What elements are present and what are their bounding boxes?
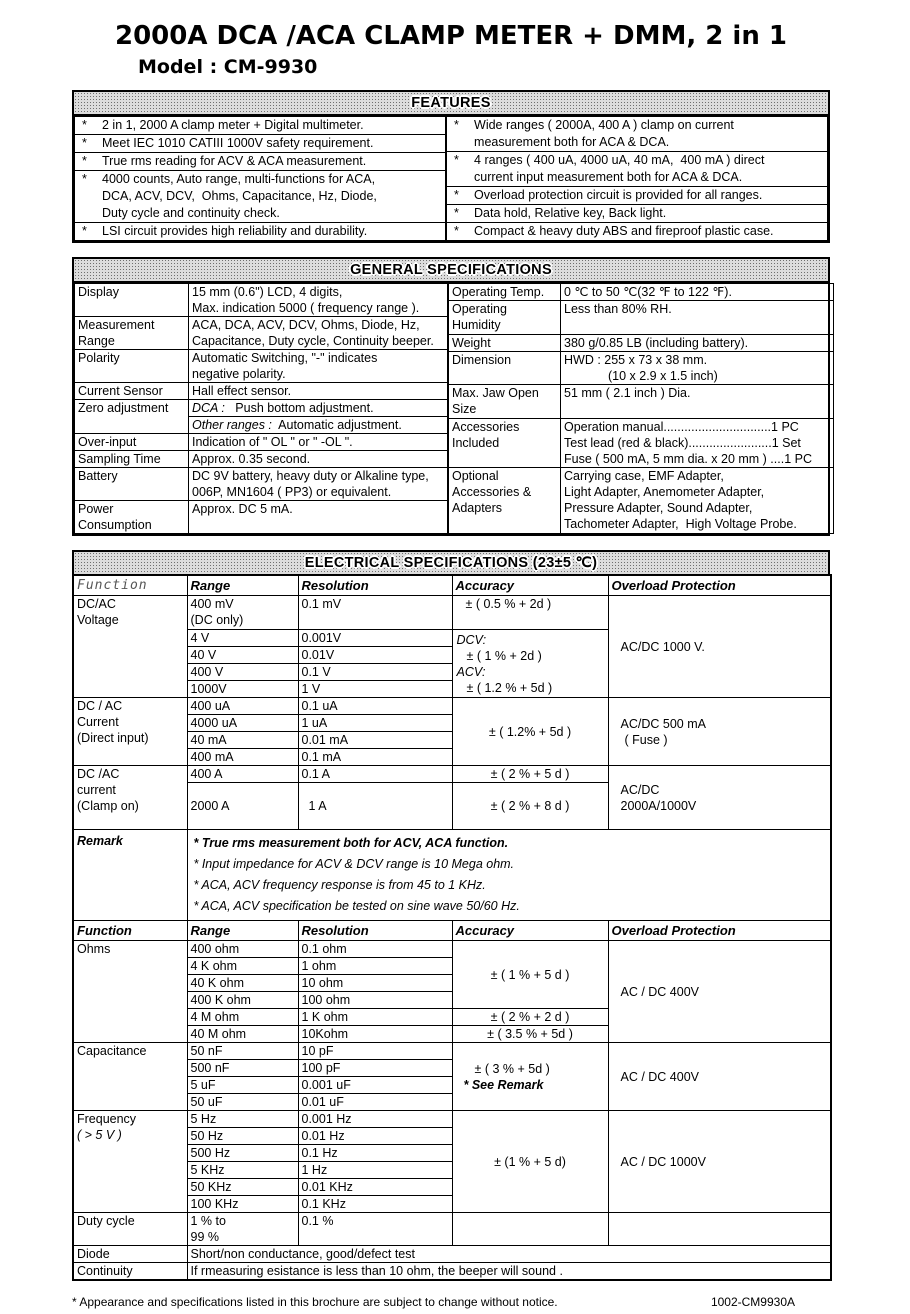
- spec-value-line: Pressure Adapter, Sound Adapter,: [564, 501, 753, 516]
- range-cell: 5 Hz: [187, 1111, 298, 1128]
- spec-value-cell: [189, 468, 448, 501]
- spec-value-cell: [561, 468, 834, 534]
- spec-value-italic: Other ranges :: [192, 418, 272, 432]
- col-header-function: Function: [73, 921, 187, 941]
- general-specifications-section: [72, 257, 830, 536]
- spec-row: [449, 468, 834, 534]
- feature-text: Overload protection circuit is provided for all ranges.: [474, 188, 763, 202]
- doc-title: 2000A DCA /ACA CLAMP METER + DMM, 2 in 1: [114, 21, 787, 51]
- range-cell: 400 uA: [187, 698, 298, 715]
- spec-value-cell: 380 g/0.85 LB (including battery).: [561, 334, 834, 351]
- bullet-star: *: [82, 154, 87, 168]
- general-specifications-header-label: GENERAL SPECIFICATIONS: [350, 262, 552, 278]
- table-row: [73, 1111, 831, 1128]
- accuracy-cell: ± ( 2 % + 2 d ): [452, 1009, 608, 1026]
- feature-item: [75, 171, 446, 223]
- range-cell: 40 K ohm: [187, 975, 298, 992]
- resolution-cell: 0.001V: [298, 630, 452, 647]
- col-header-resolution: Resolution: [298, 575, 452, 596]
- resolution-cell: 10 ohm: [298, 975, 452, 992]
- spec-value-cell: 51 mm ( 2.1 inch ) Dia.: [561, 385, 834, 418]
- resolution-cell: 10 pF: [298, 1043, 452, 1060]
- resolution-cell: 0.1 mV: [298, 596, 452, 630]
- spec-value-rest: Automatic adjustment.: [271, 418, 402, 432]
- table-row: [73, 1263, 831, 1281]
- spec-value-line: Fuse ( 500 mA, 5 mm dia. x 20 mm ) ....1 PC: [564, 451, 812, 466]
- spec-value-line: Test lead (red & black)........................1 Set: [564, 435, 801, 450]
- range-cell: 40 M ohm: [187, 1026, 298, 1043]
- features-left-column: [74, 116, 446, 241]
- resolution-cell: 0.01 mA: [298, 732, 452, 749]
- general-right-column: [448, 283, 834, 534]
- spec-value-line: 006P, MN1604 ( PP3) or equivalent.: [192, 485, 392, 499]
- spec-row: [449, 385, 834, 418]
- resolution-cell: 0.1 ohm: [298, 941, 452, 958]
- spec-label-cell: Measurement Range: [75, 317, 189, 350]
- range-cell: 100 KHz: [187, 1196, 298, 1213]
- function-cell: Duty cycle: [73, 1213, 187, 1246]
- function-cell: [73, 1111, 187, 1213]
- accuracy-value: ± ( 3 % + 5d ): [474, 1061, 550, 1076]
- spec-value-cell: [189, 350, 448, 383]
- resolution-cell: 1 A: [298, 783, 452, 830]
- spec-value-italic: DCA :: [192, 401, 225, 415]
- table-row: [73, 596, 831, 630]
- col-header-function: Function: [73, 575, 187, 596]
- function-line: Current: [77, 715, 119, 729]
- resolution-cell: 100 pF: [298, 1060, 452, 1077]
- spec-label-cell: Optional Accessories & Adapters: [449, 468, 561, 534]
- accuracy-sub-label: ACV:: [456, 664, 486, 679]
- range-cell: 4 V: [187, 630, 298, 647]
- overload-line: ( Fuse ): [624, 732, 668, 747]
- accuracy-cell: ± ( 0.5 % + 2d ): [452, 596, 608, 630]
- general-left-column: [74, 283, 448, 534]
- spec-row: [449, 351, 834, 384]
- bullet-star: *: [82, 172, 87, 186]
- feature-item: [447, 187, 828, 205]
- range-cell: 4 M ohm: [187, 1009, 298, 1026]
- resolution-cell: 1 V: [298, 681, 452, 698]
- spec-row: [75, 317, 448, 350]
- features-body: [72, 114, 830, 243]
- feature-item: [447, 117, 828, 152]
- resolution-cell: 0.1 %: [298, 1213, 452, 1246]
- range-line: 99 %: [190, 1230, 219, 1244]
- function-line: current: [77, 783, 116, 797]
- accuracy-cell: ± ( 1.2% + 5d ): [452, 698, 608, 766]
- col-header-range: Range: [187, 575, 298, 596]
- feature-item: [75, 153, 446, 171]
- function-line: Voltage: [77, 613, 119, 627]
- spec-row: [449, 284, 834, 301]
- resolution-cell: 0.001 Hz: [298, 1111, 452, 1128]
- electrical-specifications-section: [72, 550, 830, 1281]
- features-header: [72, 90, 830, 114]
- general-specifications-header: [72, 257, 830, 281]
- feature-text: current input measurement both for ACA & DCA.: [474, 170, 743, 184]
- spec-label-cell: Weight: [449, 334, 561, 351]
- feature-text: 4 ranges ( 400 uA, 4000 uA, 40 mA, 400 mA ) direct: [474, 153, 765, 167]
- accuracy-cell: [452, 1043, 608, 1111]
- bullet-star: *: [82, 118, 87, 132]
- spec-row: [75, 434, 448, 451]
- table-row: [73, 698, 831, 715]
- spec-label-cell: Accessories Included: [449, 418, 561, 468]
- spec-label-cell: Operating Humidity: [449, 301, 561, 334]
- accuracy-value: ± ( 1.2 % + 5d ): [466, 680, 553, 695]
- feature-text: Duty cycle and continuity check.: [102, 206, 280, 220]
- bullet-star: *: [454, 118, 459, 132]
- spec-value-line: negative polarity.: [192, 367, 286, 381]
- remark-line: * True rms measurement both for ACV, ACA function.: [193, 836, 509, 850]
- function-line: ( > 5 V ): [77, 1128, 122, 1142]
- electrical-header-row: [73, 575, 831, 596]
- spec-value-cell: Less than 80% RH.: [561, 301, 834, 334]
- bullet-star: *: [454, 153, 459, 167]
- remark-body: [187, 830, 831, 921]
- resolution-cell: 0.1 A: [298, 766, 452, 783]
- function-line: (Direct input): [77, 731, 149, 745]
- range-cell: 50 KHz: [187, 1179, 298, 1196]
- spec-value-line: Light Adapter, Anemometer Adapter,: [564, 485, 765, 500]
- feature-item: [75, 223, 446, 241]
- spec-value-rest: Push bottom adjustment.: [224, 401, 374, 415]
- overload-cell: AC / DC 1000V: [608, 1111, 831, 1213]
- range-cell: 5 KHz: [187, 1162, 298, 1179]
- features-right-column: [446, 116, 828, 241]
- overload-cell: [608, 766, 831, 830]
- feature-text: measurement both for ACA & DCA.: [474, 135, 670, 149]
- bullet-star: *: [82, 224, 87, 238]
- spec-label-cell: Display: [75, 284, 189, 317]
- general-specifications-body: [72, 281, 830, 536]
- feature-item: [447, 205, 828, 223]
- spec-label-cell: Operating Temp.: [449, 284, 561, 301]
- spec-row: [75, 383, 448, 400]
- accuracy-cell: ± (1 % + 5 d): [452, 1111, 608, 1213]
- overload-line: 2000A/1000V: [620, 798, 697, 813]
- accuracy-cell: ± ( 2 % + 8 d ): [452, 783, 608, 830]
- feature-text: True rms reading for ACV & ACA measurement.: [102, 154, 367, 168]
- spec-row: [75, 400, 448, 417]
- feature-text: Meet IEC 1010 CATIII 1000V safety requirement.: [102, 136, 374, 150]
- spec-value-line: Max. indication 5000 ( frequency range ).: [192, 301, 420, 315]
- overload-line: AC/DC 500 mA: [620, 716, 706, 731]
- function-cell: Continuity: [73, 1263, 187, 1281]
- spec-row: [75, 468, 448, 501]
- range-cell: 500 nF: [187, 1060, 298, 1077]
- col-header-resolution: Resolution: [298, 921, 452, 941]
- bullet-star: *: [454, 188, 459, 202]
- range-note: (DC only): [190, 613, 244, 627]
- function-line: (Clamp on): [77, 799, 139, 813]
- remark-line: * ACA, ACV frequency response is from 45 to 1 KHz.: [193, 878, 486, 892]
- range-cell: 50 Hz: [187, 1128, 298, 1145]
- spec-row: [75, 501, 448, 534]
- resolution-cell: 0.1 V: [298, 664, 452, 681]
- range-cell: 40 mA: [187, 732, 298, 749]
- function-line: DC /AC: [77, 767, 120, 781]
- accuracy-cell: ± ( 1 % + 5 d ): [452, 941, 608, 1009]
- function-cell: [73, 596, 187, 698]
- spec-value-cell: Short/non conductance, good/defect test: [187, 1246, 831, 1263]
- bullet-star: *: [82, 136, 87, 150]
- remark-line: * ACA, ACV specification be tested on sine wave 50/60 Hz.: [193, 899, 520, 913]
- table-row: [73, 941, 831, 958]
- spec-label-cell: Sampling Time: [75, 451, 189, 468]
- feature-text: LSI circuit provides high reliability and durability.: [102, 224, 368, 238]
- range-cell: 40 V: [187, 647, 298, 664]
- resolution-cell: 10Kohm: [298, 1026, 452, 1043]
- spec-value-cell: [189, 417, 448, 434]
- spec-label-cell: Battery: [75, 468, 189, 501]
- col-header-accuracy: Accuracy: [452, 575, 608, 596]
- resolution-cell: 1 Hz: [298, 1162, 452, 1179]
- accuracy-value: ± ( 1 % + 2d ): [466, 648, 542, 663]
- accuracy-sub-label: DCV:: [456, 632, 487, 647]
- range-cell: 400 mA: [187, 749, 298, 766]
- footer-doc-code: 1002-CM9930A: [710, 1295, 795, 1309]
- overload-cell: [608, 1213, 831, 1246]
- feature-text: 4000 counts, Auto range, multi-functions for ACA,: [102, 172, 376, 186]
- range-cell: 400 A: [187, 766, 298, 783]
- resolution-cell: 0.1 mA: [298, 749, 452, 766]
- spec-label-cell: Zero adjustment: [75, 400, 189, 434]
- function-cell: [73, 698, 187, 766]
- resolution-cell: 0.001 uF: [298, 1077, 452, 1094]
- range-value: 400 mV: [190, 597, 234, 611]
- range-cell: 50 uF: [187, 1094, 298, 1111]
- accuracy-cell: [452, 1213, 608, 1246]
- spec-row: [75, 350, 448, 383]
- spec-value-cell: [189, 400, 448, 417]
- electrical-specifications-header: [72, 550, 830, 574]
- range-cell: 4 K ohm: [187, 958, 298, 975]
- range-cell: 2000 A: [187, 783, 298, 830]
- feature-text: 2 in 1, 2000 A clamp meter + Digital multimeter.: [102, 118, 364, 132]
- spec-value-line: 15 mm (0.6") LCD, 4 digits,: [192, 285, 343, 299]
- function-cell: [73, 766, 187, 830]
- col-header-range: Range: [187, 921, 298, 941]
- resolution-cell: 0.1 uA: [298, 698, 452, 715]
- accuracy-cell: ± ( 2 % + 5 d ): [452, 766, 608, 783]
- spec-value-cell: [561, 351, 834, 384]
- table-row: [73, 1213, 831, 1246]
- overload-cell: AC/DC 1000 V.: [608, 596, 831, 698]
- range-cell: [187, 596, 298, 630]
- spec-value-cell: Indication of " OL " or " -OL ".: [189, 434, 448, 451]
- spec-row: [75, 284, 448, 317]
- features-header-label: FEATURES: [411, 95, 491, 111]
- feature-item: [75, 117, 446, 135]
- feature-text: DCA, ACV, DCV, Ohms, Capacitance, Hz, Diode,: [102, 189, 377, 203]
- accuracy-note: * See Remark: [463, 1077, 544, 1092]
- overload-cell: AC / DC 400V: [608, 941, 831, 1043]
- spec-label-cell: Max. Jaw Open Size: [449, 385, 561, 418]
- bullet-star: *: [454, 206, 459, 220]
- electrical-header-row-2: [73, 921, 831, 941]
- function-cell: Capacitance: [73, 1043, 187, 1111]
- range-cell: 400 ohm: [187, 941, 298, 958]
- spec-value-line: (10 x 2.9 x 1.5 inch): [608, 368, 718, 383]
- resolution-cell: 100 ohm: [298, 992, 452, 1009]
- spec-value-line: Tachometer Adapter, High Voltage Probe.: [564, 517, 797, 532]
- resolution-cell: 0.01 KHz: [298, 1179, 452, 1196]
- table-row: [73, 766, 831, 783]
- spec-value-line: Capacitance, Duty cycle, Continuity beeper.: [192, 334, 434, 348]
- spec-row: [449, 301, 834, 334]
- feature-text: Wide ranges ( 2000A, 400 A ) clamp on current: [474, 118, 734, 132]
- table-row: [73, 1246, 831, 1263]
- resolution-cell: 0.01 uF: [298, 1094, 452, 1111]
- function-cell: Diode: [73, 1246, 187, 1263]
- resolution-cell: 0.1 Hz: [298, 1145, 452, 1162]
- spec-value-cell: Approx. 0.35 second.: [189, 451, 448, 468]
- range-line: 1 % to: [190, 1214, 226, 1228]
- feature-item: [447, 223, 828, 241]
- spec-value-cell: If rmeasuring esistance is less than 10 ohm, the beeper will sound .: [187, 1263, 831, 1281]
- function-cell: Ohms: [73, 941, 187, 1043]
- resolution-cell: 0.01V: [298, 647, 452, 664]
- bullet-star: *: [454, 224, 459, 238]
- col-header-overload: Overload Protection: [608, 921, 831, 941]
- table-row: [73, 1043, 831, 1060]
- range-cell: 4000 uA: [187, 715, 298, 732]
- function-line: Frequency: [77, 1112, 137, 1126]
- spec-value-line: Carrying case, EMF Adapter,: [564, 469, 724, 484]
- features-section: [72, 90, 830, 243]
- spec-label-cell: Current Sensor: [75, 383, 189, 400]
- spec-value-cell: [561, 418, 834, 468]
- spec-label-cell: Polarity: [75, 350, 189, 383]
- spec-label-cell: Dimension: [449, 351, 561, 384]
- resolution-cell: 1 uA: [298, 715, 452, 732]
- spec-value-line: ACA, DCA, ACV, DCV, Ohms, Diode, Hz,: [192, 318, 420, 332]
- accuracy-cell: [452, 630, 608, 698]
- remark-line: * Input impedance for ACV & DCV range is 10 Mega ohm.: [193, 857, 515, 871]
- overload-line: AC/DC: [620, 782, 660, 797]
- range-cell: 400 V: [187, 664, 298, 681]
- feature-item: [447, 152, 828, 187]
- electrical-specifications-header-label: ELECTRICAL SPECIFICATIONS (23±5 ℃): [304, 555, 598, 571]
- model-number: Model : CM-9930: [138, 56, 318, 78]
- range-cell: [187, 1213, 298, 1246]
- spec-value-cell: [189, 284, 448, 317]
- resolution-cell: 0.1 KHz: [298, 1196, 452, 1213]
- spec-value-cell: Hall effect sensor.: [189, 383, 448, 400]
- spec-value-cell: 0 ℃ to 50 ℃(32 ℉ to 122 ℉).: [561, 284, 834, 301]
- range-cell: 500 Hz: [187, 1145, 298, 1162]
- spec-value-line: Automatic Switching, "-" indicates: [192, 351, 378, 365]
- col-header-accuracy: Accuracy: [452, 921, 608, 941]
- spec-value-cell: Approx. DC 5 mA.: [189, 501, 448, 534]
- resolution-cell: 1 ohm: [298, 958, 452, 975]
- resolution-cell: 0.01 Hz: [298, 1128, 452, 1145]
- footer-note: * Appearance and specifications listed in this brochure are subject to change without notice.: [72, 1295, 558, 1309]
- feature-item: [75, 135, 446, 153]
- spec-value-line: HWD : 255 x 73 x 38 mm.: [564, 352, 708, 367]
- spec-value-line: DC 9V battery, heavy duty or Alkaline type,: [192, 469, 429, 483]
- spec-row: [75, 451, 448, 468]
- spec-label-cell: Power Consumption: [75, 501, 189, 534]
- range-cell: 5 uF: [187, 1077, 298, 1094]
- overload-cell: [608, 698, 831, 766]
- spec-value-cell: [189, 317, 448, 350]
- spec-label-cell: Over-input: [75, 434, 189, 451]
- col-header-overload: Overload Protection: [608, 575, 831, 596]
- range-cell: 1000V: [187, 681, 298, 698]
- feature-text: Compact & heavy duty ABS and fireproof plastic case.: [474, 224, 774, 238]
- overload-cell: AC / DC 400V: [608, 1043, 831, 1111]
- accuracy-cell: ± ( 3.5 % + 5d ): [452, 1026, 608, 1043]
- remark-row: [73, 830, 831, 921]
- page-footer: [72, 1295, 830, 1309]
- resolution-cell: 1 K ohm: [298, 1009, 452, 1026]
- function-line: DC / AC: [77, 699, 123, 713]
- remark-label: Remark: [73, 830, 187, 921]
- range-cell: 400 K ohm: [187, 992, 298, 1009]
- function-line: DC/AC: [77, 597, 116, 611]
- electrical-specifications-table: [72, 574, 832, 1281]
- spec-row: [449, 418, 834, 468]
- spec-value-line: Operation manual...............................1 PC: [564, 419, 799, 434]
- spec-row: [449, 334, 834, 351]
- range-cell: 50 nF: [187, 1043, 298, 1060]
- feature-text: Data hold, Relative key, Back light.: [474, 206, 667, 220]
